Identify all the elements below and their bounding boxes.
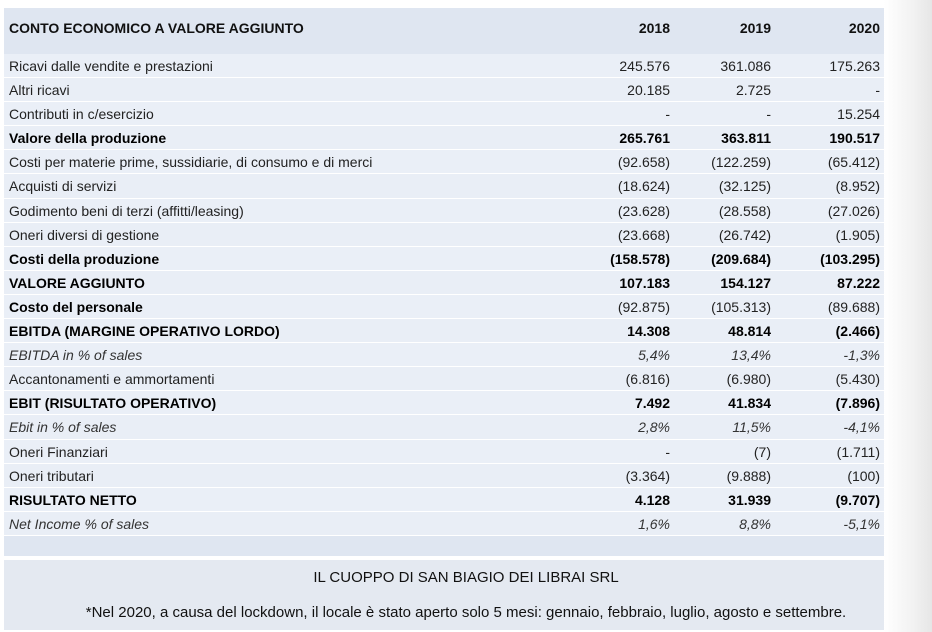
value-2020: (1.905) bbox=[835, 226, 880, 243]
table-row bbox=[4, 78, 884, 102]
value-2020: 87.222 bbox=[837, 274, 880, 291]
company-name: IL CUOPPO DI SAN BIAGIO DEI LIBRAI SRL bbox=[313, 569, 619, 586]
value-2019: 41.834 bbox=[728, 395, 771, 412]
table-row bbox=[4, 295, 884, 319]
value-2020: 190.517 bbox=[829, 130, 880, 147]
year-2020-header: 2020 bbox=[848, 20, 880, 36]
row-label: Oneri tributari bbox=[9, 467, 94, 484]
table-row bbox=[4, 512, 884, 536]
value-2020: 15.254 bbox=[837, 106, 880, 123]
value-2019: 2.725 bbox=[735, 82, 771, 99]
value-2018: 245.576 bbox=[619, 58, 670, 74]
row-label: RISULTATO NETTO bbox=[9, 491, 137, 508]
value-2018: 2,8% bbox=[638, 419, 670, 436]
year-2018-header: 2018 bbox=[638, 20, 670, 36]
value-2020: - bbox=[875, 82, 880, 99]
table-header bbox=[4, 8, 884, 50]
value-2018: 14.308 bbox=[627, 323, 670, 340]
table-title: CONTO ECONOMICO A VALORE AGGIUNTO bbox=[9, 20, 304, 36]
year-2019-header: 2019 bbox=[739, 20, 771, 36]
row-label: Oneri diversi di gestione bbox=[9, 226, 160, 243]
value-2019: 31.939 bbox=[728, 491, 771, 508]
value-2019: (26.742) bbox=[718, 226, 771, 243]
value-2018: - bbox=[665, 106, 670, 123]
table-row bbox=[4, 464, 884, 488]
value-2020: (65.412) bbox=[827, 154, 880, 171]
value-2018: 265.761 bbox=[619, 130, 670, 147]
value-2019: (122.259) bbox=[711, 154, 771, 171]
value-2019: (6.980) bbox=[726, 371, 771, 388]
value-2019: 13,4% bbox=[731, 347, 771, 364]
value-2019: (9.888) bbox=[726, 467, 771, 484]
value-2018: (6.816) bbox=[625, 371, 670, 388]
value-2020: (103.295) bbox=[820, 250, 880, 267]
value-2020: (7.896) bbox=[835, 395, 880, 412]
value-2019: (32.125) bbox=[718, 178, 771, 195]
table-row bbox=[4, 102, 884, 126]
value-2018: (92.875) bbox=[617, 298, 670, 315]
value-2020: 175.263 bbox=[829, 58, 880, 74]
table-row bbox=[4, 223, 884, 247]
value-2019: 363.811 bbox=[721, 130, 771, 147]
value-2018: 5,4% bbox=[638, 347, 670, 364]
value-2019: 11,5% bbox=[732, 419, 771, 436]
value-2020: (9.707) bbox=[835, 491, 880, 508]
value-2019: (28.558) bbox=[718, 202, 771, 219]
value-2020: (5.430) bbox=[835, 371, 880, 388]
value-2019: (105.313) bbox=[711, 298, 771, 315]
table-row bbox=[4, 247, 884, 271]
row-label: Godimento beni di terzi (affitti/leasing) bbox=[9, 202, 244, 219]
row-label: Valore della produzione bbox=[9, 130, 167, 147]
row-label: Costi della produzione bbox=[9, 250, 160, 267]
value-2020: -1,3% bbox=[843, 347, 880, 364]
row-label: Costo del personale bbox=[9, 298, 143, 315]
table-row bbox=[4, 488, 884, 512]
row-label: Oneri Finanziari bbox=[9, 443, 108, 460]
footnote: *Nel 2020, a causa del lockdown, il locale è stato aperto solo 5 mesi: gennaio, febbraio, luglio, agosto e settembre. bbox=[85, 604, 847, 621]
value-2018: 7.492 bbox=[634, 395, 670, 412]
value-2018: (158.578) bbox=[610, 250, 670, 267]
value-2020: (2.466) bbox=[835, 323, 880, 340]
row-label: Acquisti di servizi bbox=[9, 178, 117, 195]
table-row bbox=[4, 199, 884, 223]
table-row bbox=[4, 343, 884, 367]
value-2018: 107.183 bbox=[619, 274, 670, 291]
table-row bbox=[4, 174, 884, 198]
table-row bbox=[4, 391, 884, 415]
value-2018: 20.185 bbox=[627, 82, 670, 99]
value-2019: 154.127 bbox=[720, 274, 771, 291]
table-row bbox=[4, 440, 884, 464]
row-label: EBITDA (MARGINE OPERATIVO LORDO) bbox=[9, 323, 280, 340]
value-2019: (7) bbox=[753, 443, 771, 460]
row-label: EBIT (RISULTATO OPERATIVO) bbox=[9, 395, 217, 412]
page-edge-shadow bbox=[884, 0, 932, 632]
value-2020: (100) bbox=[847, 467, 880, 484]
value-2018: 4.128 bbox=[634, 491, 670, 508]
value-2020: (8.952) bbox=[835, 178, 880, 195]
table-body bbox=[4, 54, 884, 536]
value-2018: (23.628) bbox=[617, 202, 670, 219]
value-2018: 1,6% bbox=[638, 515, 670, 532]
table-row bbox=[4, 126, 884, 150]
row-label: Costi per materie prime, sussidiarie, di consumo e di merci bbox=[9, 154, 373, 171]
value-2019: 361.086 bbox=[720, 58, 771, 74]
row-label: Ricavi dalle vendite e prestazioni bbox=[9, 58, 213, 74]
value-2019: (209.684) bbox=[711, 250, 771, 267]
value-2019: 48.814 bbox=[728, 323, 771, 340]
row-label: Net Income % of sales bbox=[9, 515, 150, 532]
value-2019: 8,8% bbox=[739, 515, 771, 532]
value-2018: (18.624) bbox=[617, 178, 670, 195]
value-2020: (27.026) bbox=[827, 202, 880, 219]
table-row bbox=[4, 367, 884, 391]
value-2018: (92.658) bbox=[617, 154, 670, 171]
value-2018: (23.668) bbox=[617, 226, 670, 243]
value-2020: -4,1% bbox=[843, 419, 880, 436]
value-2020: -5,1% bbox=[843, 515, 880, 532]
value-2018: - bbox=[665, 443, 670, 460]
row-label: Ebit in % of sales bbox=[9, 419, 117, 436]
row-label: Altri ricavi bbox=[9, 82, 70, 99]
value-2019: - bbox=[766, 106, 771, 123]
table-row bbox=[4, 54, 884, 78]
value-2020: (1.711) bbox=[836, 443, 880, 460]
row-label: VALORE AGGIUNTO bbox=[9, 274, 145, 291]
value-2020: (89.688) bbox=[827, 298, 880, 315]
table-row bbox=[4, 319, 884, 343]
row-label: Contributi in c/esercizio bbox=[9, 106, 154, 123]
table-row bbox=[4, 415, 884, 439]
table-row bbox=[4, 150, 884, 174]
table-row bbox=[4, 271, 884, 295]
value-2018: (3.364) bbox=[625, 467, 670, 484]
row-label: Accantonamenti e ammortamenti bbox=[9, 371, 215, 388]
row-label: EBITDA in % of sales bbox=[9, 347, 143, 364]
